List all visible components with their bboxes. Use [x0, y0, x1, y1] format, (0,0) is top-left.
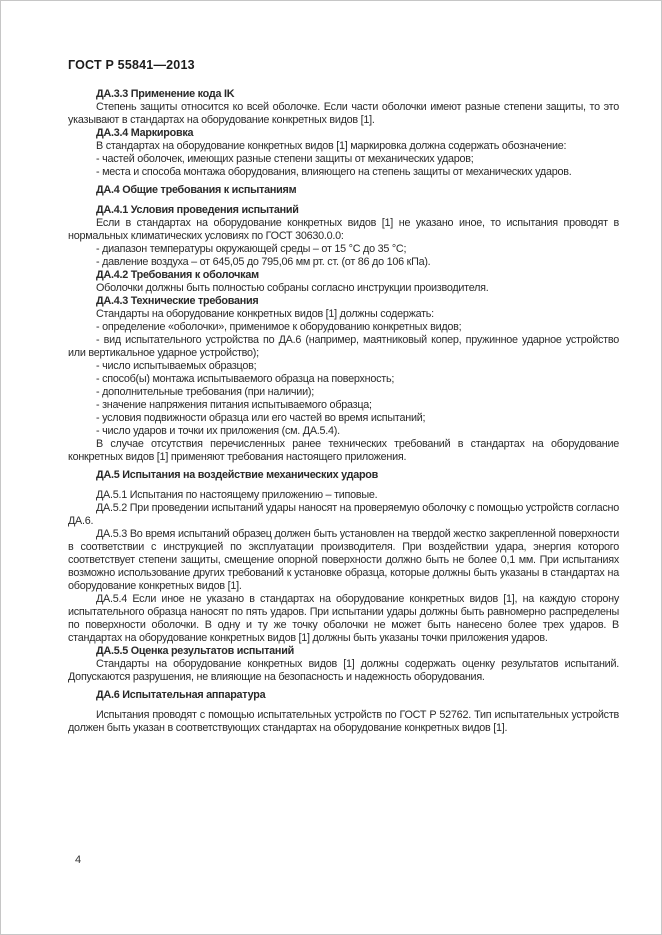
list-item: - диапазон температуры окружающей среды – от 15 °С до 35 °С; — [96, 243, 407, 255]
list-item: - значение напряжения питания испытываемого образца; — [96, 399, 372, 411]
paragraph: Оболочки должны быть полностью собраны согласно инструкции производителя. — [96, 282, 489, 294]
paragraph: Стандарты на оборудование конкретных видов [1] должны содержать: — [96, 308, 434, 320]
section-heading-da-4: ДА.4 Общие требования к испытаниям — [96, 184, 297, 196]
section-heading-da-5: ДА.5 Испытания на воздействие механических ударов — [96, 469, 379, 481]
paragraph: Испытания проводят с помощью испытательных устройств по ГОСТ Р 52762. Тип испытательных устройств должен быть указан в соответствующих стандартах на оборудование конкретных видов [1]. — [68, 709, 619, 734]
paragraph: Стандарты на оборудование конкретных видов [1] должны содержать оценку результатов испытаний. Допускаются разрушения, не влияющие на безопасность и надежность оборудования. — [68, 658, 619, 683]
section-heading-da-6: ДА.6 Испытательная аппаратура — [96, 689, 266, 701]
list-item: - число испытываемых образцов; — [96, 360, 257, 372]
subsection-heading-da-4-1: ДА.4.1 Условия проведения испытаний — [96, 204, 299, 216]
subsection-heading-da-4-3: ДА.4.3 Технические требования — [96, 295, 259, 307]
paragraph: Если в стандартах на оборудование конкретных видов [1] не указано иное, то испытания проводят в нормальных климатических условиях по ГОСТ 30630.0.0: — [68, 217, 619, 242]
subsection-heading-da-5-5: ДА.5.5 Оценка результатов испытаний — [96, 645, 294, 657]
subsection-heading-da-3-3: ДА.3.3 Применение кода IK — [96, 88, 235, 100]
page-number: 4 — [75, 854, 82, 866]
document-body — [68, 88, 619, 735]
paragraph: В случае отсутствия перечисленных ранее технических требований в стандартах на оборудование конкретных видов [1] применяют требования настоящего приложения. — [68, 438, 619, 463]
list-item: - определение «оболочки», применимое к оборудованию конкретных видов; — [96, 321, 462, 333]
paragraph: В стандартах на оборудование конкретных видов [1] маркировка должна содержать обозначение: — [96, 140, 567, 152]
document-header-standard-number: ГОСТ Р 55841—2013 — [68, 58, 195, 72]
list-item: - способ(ы) монтажа испытываемого образца на поверхность; — [96, 373, 395, 385]
paragraph: Степень защиты относится ко всей оболочке. Если части оболочки имеют разные степени защиты, то это указывают в стандартах на оборудование конкретных видов [1]. — [68, 101, 619, 126]
list-item: - условия подвижности образца или его частей во время испытаний; — [96, 412, 426, 424]
list-item: - число ударов и точки их приложения (см. ДА.5.4). — [96, 425, 340, 437]
subsection-heading-da-3-4: ДА.3.4 Маркировка — [96, 127, 194, 139]
paragraph-da-5-3: ДА.5.3 Во время испытаний образец должен быть установлен на твердой жестко закрепленной поверхности в соответствии с инструкцией по эксплуатации производителя. При воздействии удара, энергия которого соответствует степени защиты, смещение опорной поверхности должно быть не более 0,1 мм. При испытаниях возможно использование других требований к установке образца, которые должны быть указаны в стандартах на оборудование конкретных видов [1]. — [68, 528, 619, 592]
list-item: - давление воздуха – от 645,05 до 795,06 мм рт. ст. (от 86 до 106 кПа). — [96, 256, 431, 268]
subsection-heading-da-4-2: ДА.4.2 Требования к оболочкам — [96, 269, 259, 281]
paragraph-da-5-4: ДА.5.4 Если иное не указано в стандартах на оборудование конкретных видов [1], на каждую сторону испытательного образца наносят по пять ударов. При испытании удары должны быть равномерно распределены по поверхности оболочки. В одну и ту же точку оболочки не может быть нанесено более трех ударов. В стандартах на оборудование конкретных видов [1] должны быть указаны точки приложения ударов. — [68, 593, 619, 644]
list-item: - дополнительные требования (при наличии); — [96, 386, 314, 398]
list-item: - частей оболочек, имеющих разные степени защиты от механических ударов; — [96, 153, 474, 165]
list-item: - места и способа монтажа оборудования, влияющего на степень защиты от механических ударов. — [96, 166, 572, 178]
list-item: - вид испытательного устройства по ДА.6 (например, маятниковый копер, пружинное ударное устройство или вертикальное ударное устройство); — [68, 334, 619, 359]
paragraph-da-5-2: ДА.5.2 При проведении испытаний удары наносят на проверяемую оболочку с помощью устройств согласно ДА.6. — [68, 502, 619, 527]
paragraph-da-5-1: ДА.5.1 Испытания по настоящему приложению – типовые. — [96, 489, 378, 501]
